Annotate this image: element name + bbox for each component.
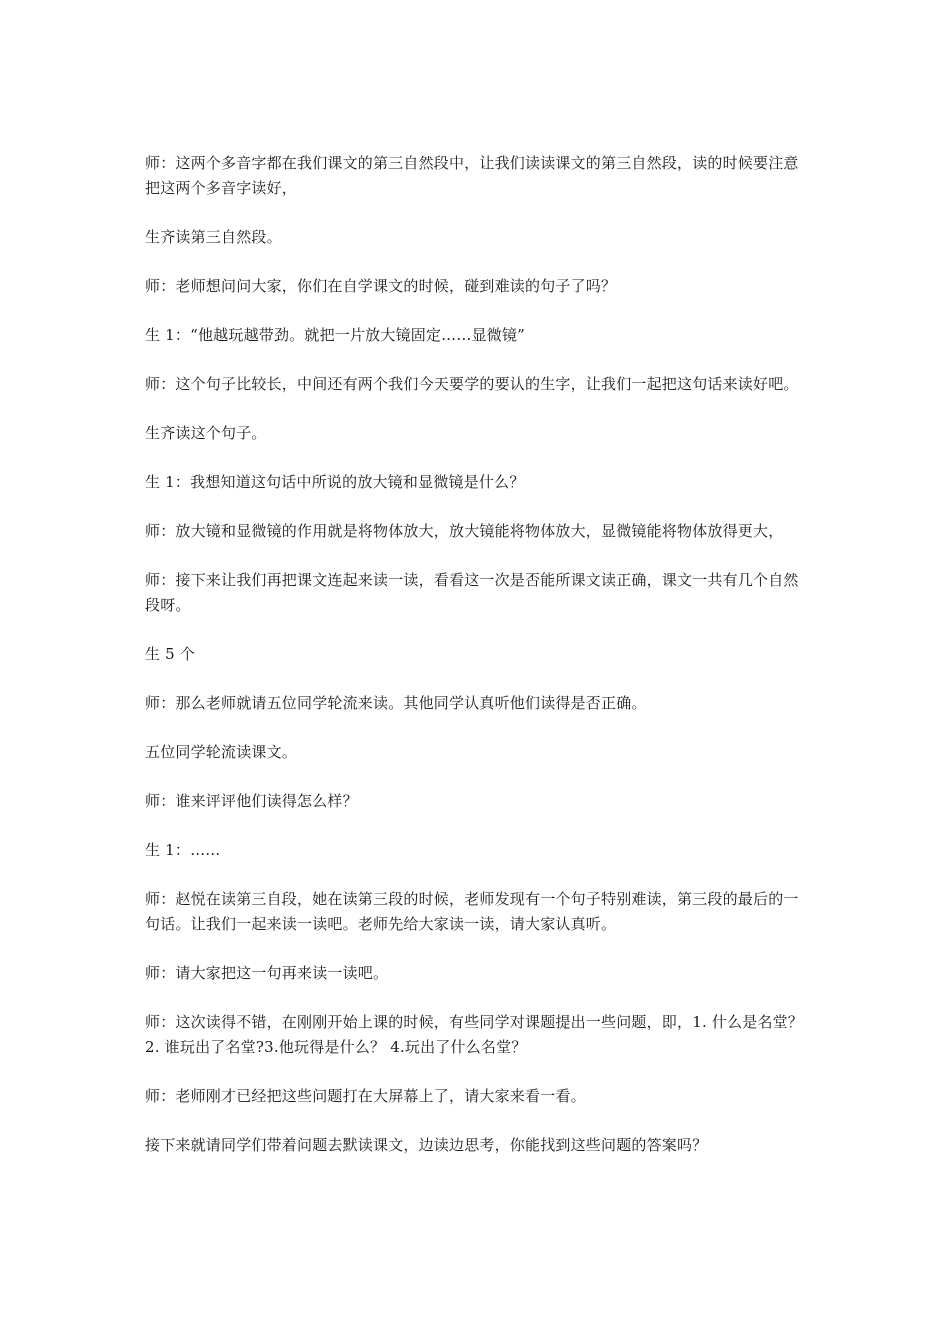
paragraph: 师：这个句子比较长，中间还有两个我们今天要学的要认的生字，让我们一起把这句话来读好吧。 — [145, 375, 799, 393]
paragraph: 接下来就请同学们带着问题去默读课文，边读边思考，你能找到这些问题的答案吗？ — [145, 1136, 708, 1154]
paragraph: 生 1：…… — [145, 841, 221, 859]
paragraph: 生 1：“他越玩越带劲。就把一片放大镜固定……显微镜” — [145, 326, 526, 344]
paragraph: 生 5 个 — [145, 645, 196, 663]
paragraph: 师：这两个多音字都在我们课文的第三自然段中，让我们读读课文的第三自然段，读的时候要注意把这两个多音字读好， — [145, 154, 799, 197]
paragraph: 师：接下来让我们再把课文连起来读一读，看看这一次是否能所课文读正确，课文一共有几个自然段呀。 — [145, 571, 799, 614]
paragraph: 五位同学轮流读课文。 — [145, 743, 298, 761]
paragraph: 生齐读这个句子。 — [145, 424, 267, 442]
paragraph: 师：老师刚才已经把这些问题打在大屏幕上了，请大家来看一看。 — [145, 1087, 586, 1105]
paragraph: 师：请大家把这一句再来读一读吧。 — [145, 964, 389, 982]
paragraph: 师：谁来评评他们读得怎么样？ — [145, 792, 358, 810]
paragraph: 师：这次读得不错，在刚刚开始上课的时候，有些同学对课题提出一些问题，即，1. 什么是名堂？ 2. 谁玩出了名堂?3.他玩得是什么？ 4.玩出了什么名堂？ — [145, 1013, 804, 1056]
paragraph: 师：赵悦在读第三自段，她在读第三段的时候，老师发现有一个句子特别难读，第三段的最后的一句话。让我们一起来读一读吧。老师先给大家读一读，请大家认真听。 — [145, 890, 799, 933]
paragraph: 生齐读第三自然段。 — [145, 228, 282, 246]
paragraph: 生 1：我想知道这句话中所说的放大镜和显微镜是什么？ — [145, 473, 525, 491]
paragraph: 师：那么老师就请五位同学轮流来读。其他同学认真听他们读得是否正确。 — [145, 694, 647, 712]
document-body — [145, 151, 810, 1182]
paragraph: 师：放大镜和显微镜的作用就是将物体放大，放大镜能将物体放大，显微镜能将物体放得更大， — [145, 522, 784, 540]
paragraph: 师：老师想问问大家，你们在自学课文的时候，碰到难读的句子了吗？ — [145, 277, 617, 295]
